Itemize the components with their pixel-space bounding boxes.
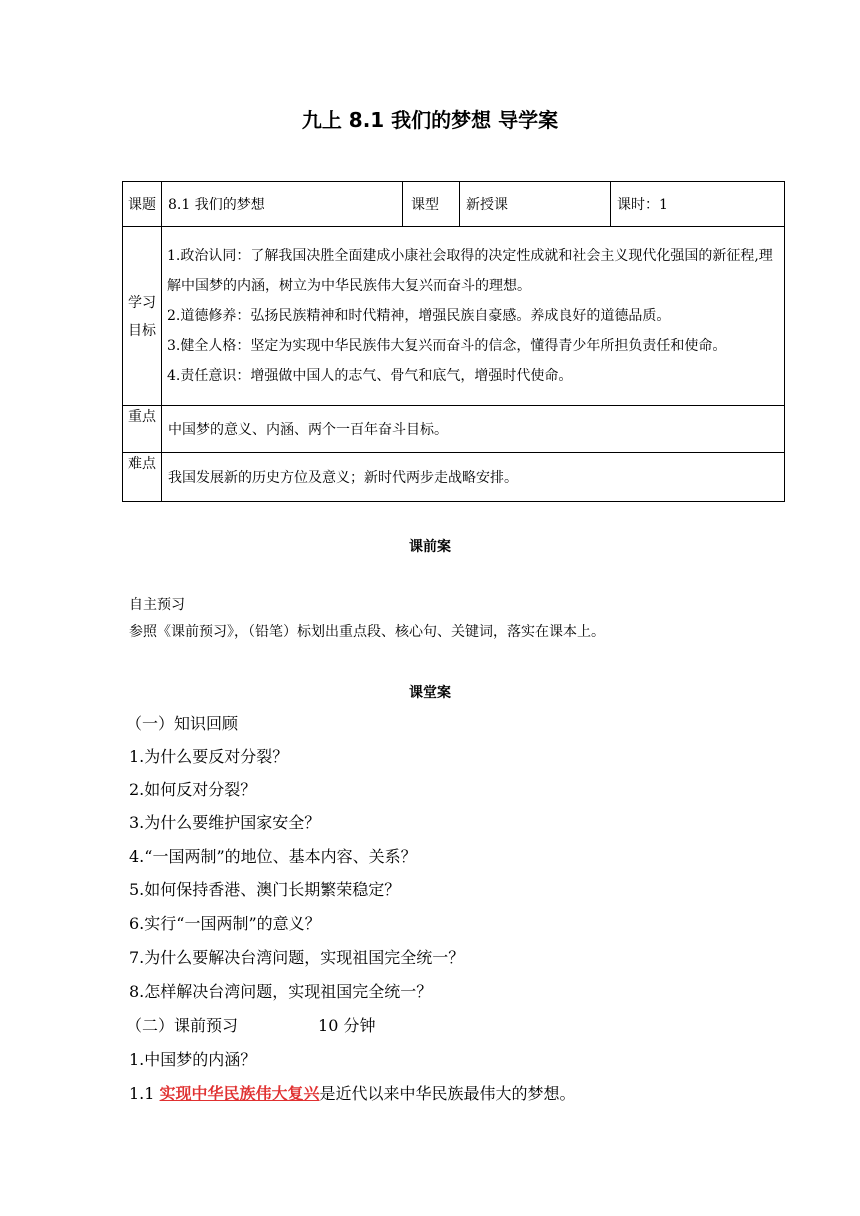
answer-highlight: 实现中华民族伟大复兴	[159, 1084, 320, 1103]
pre-class-subheading: 自主预习	[129, 597, 185, 613]
review-question: 3.为什么要维护国家安全？	[129, 813, 321, 832]
goals-content	[162, 227, 785, 406]
difficulty-value: 我国发展新的历史方位及意义；新时代两步走战略安排。	[162, 453, 785, 502]
goals-label	[123, 227, 162, 406]
goals-label-line1: 学习	[128, 295, 156, 311]
document-title: 九上 8.1 我们的梦想 导学案	[301, 108, 559, 132]
goal-item: 1.政治认同：了解我国决胜全面建成小康社会取得的决定性成就和社会主义现代化强国的新征程,理解中国梦的内涵，树立为中华民族伟大复兴而奋斗的理想。	[167, 248, 773, 294]
table-row-key-points	[123, 406, 785, 453]
table-row-goals	[123, 227, 785, 406]
preview-heading-line	[126, 1013, 375, 1036]
preview-answer	[129, 1081, 576, 1104]
preview-question: 1.中国梦的内涵？	[129, 1050, 257, 1069]
key-label: 重点	[123, 406, 162, 453]
review-question: 6.实行“一国两制”的意义？	[129, 914, 321, 933]
review-question: 2.如何反对分裂？	[129, 780, 257, 799]
pre-class-heading: 课前案	[409, 539, 451, 555]
review-question: 5.如何保持香港、澳门长期繁荣稳定？	[129, 880, 401, 899]
preview-heading: （二）课前预习	[126, 1016, 239, 1035]
answer-prefix: 1.1	[129, 1084, 160, 1103]
goal-item: 3.健全人格：坚定为实现中华民族伟大复兴而奋斗的信念，懂得青少年所担负责任和使命。	[167, 338, 727, 354]
table-row-header	[123, 182, 785, 227]
type-value: 新授课	[460, 182, 611, 227]
topic-value: 8.1 我们的梦想	[162, 182, 403, 227]
table-row-difficulties	[123, 453, 785, 502]
answer-suffix: 是近代以来中华民族最伟大的梦想。	[319, 1084, 576, 1103]
key-value: 中国梦的意义、内涵、两个一百年奋斗目标。	[162, 406, 785, 453]
goal-item: 4.责任意识：增强做中国人的志气、骨气和底气，增强时代使命。	[167, 368, 573, 384]
type-label: 课型	[403, 182, 460, 227]
review-question: 8.怎样解决台湾问题，实现祖国完全统一？	[129, 982, 433, 1001]
lesson-info-table	[122, 181, 785, 502]
pre-class-instruction: 参照《课前预习》，（铅笔）标划出重点段、核心句、关键词，落实在课本上。	[129, 624, 605, 640]
review-heading: （一）知识回顾	[126, 714, 239, 733]
topic-label: 课题	[123, 182, 162, 227]
difficulty-label: 难点	[123, 453, 162, 502]
review-question: 7.为什么要解决台湾问题，实现祖国完全统一？	[129, 948, 465, 967]
in-class-heading: 课堂案	[409, 685, 451, 701]
goals-label-line2: 目标	[128, 323, 156, 339]
review-question: 1.为什么要反对分裂？	[129, 747, 289, 766]
goal-item: 2.道德修养：弘扬民族精神和时代精神，增强民族自豪感。养成良好的道德品质。	[167, 308, 671, 324]
hours-value: 课时：1	[611, 182, 785, 227]
preview-time: 10 分钟	[318, 1016, 376, 1035]
review-question: 4.“一国两制”的地位、基本内容、关系？	[129, 847, 417, 866]
